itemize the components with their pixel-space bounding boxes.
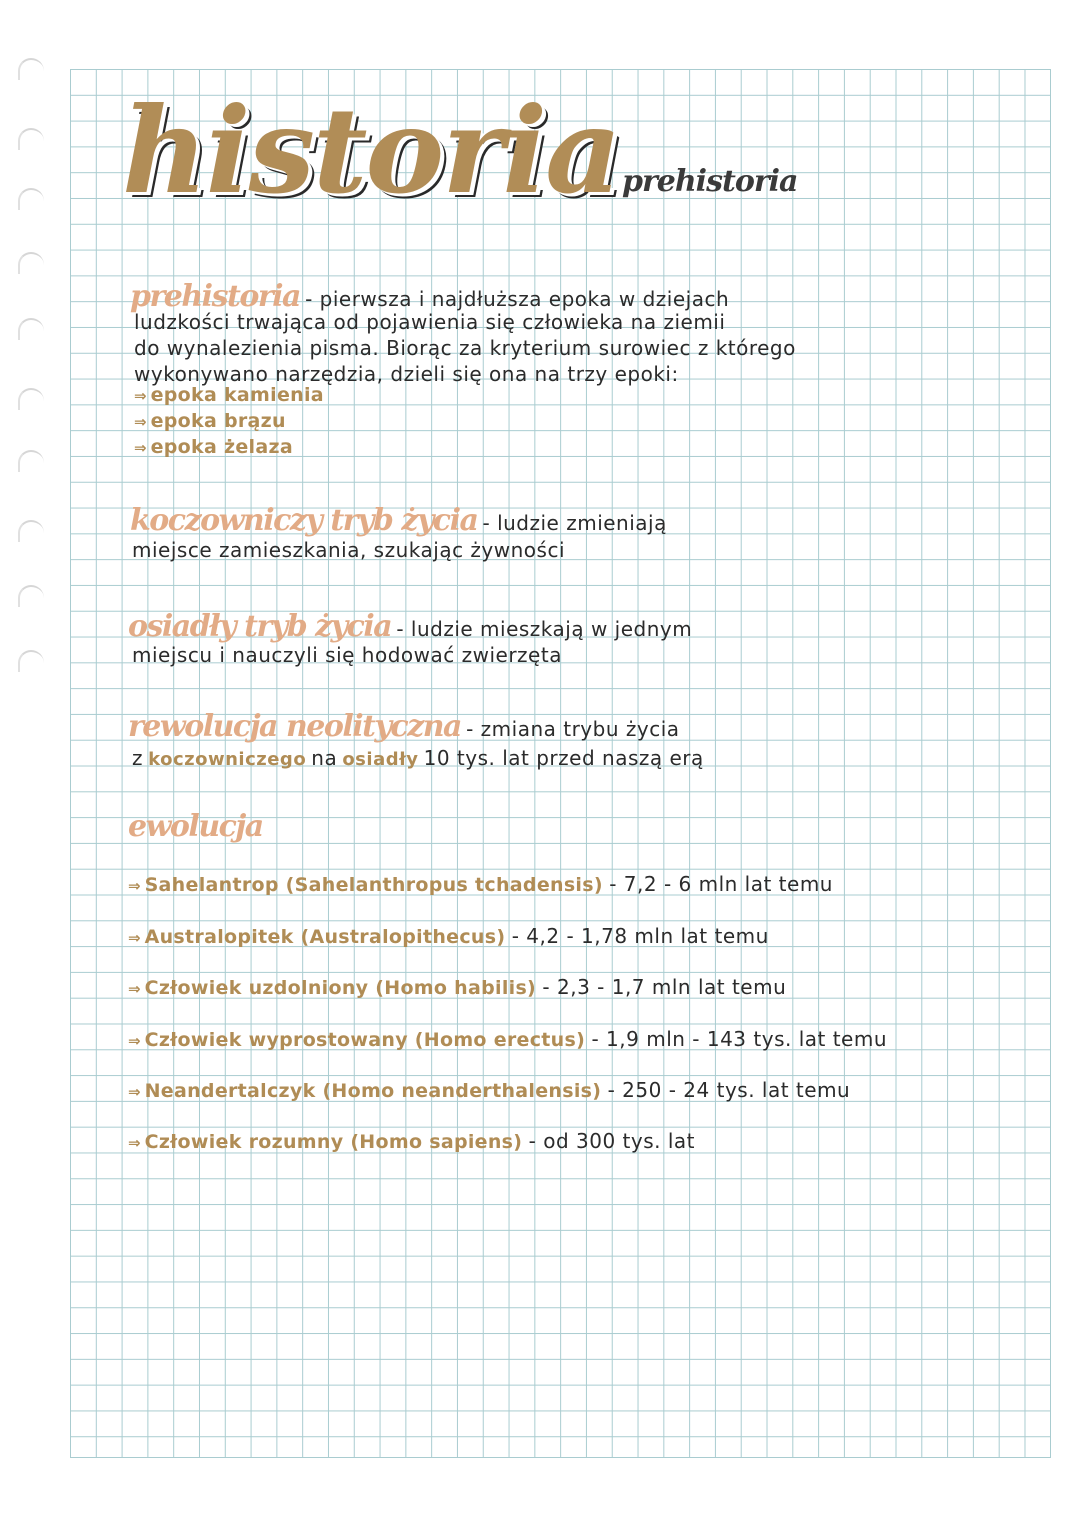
highlight-osiadly: osiadły bbox=[342, 749, 419, 770]
binder-hole bbox=[18, 188, 44, 210]
definition-text: - ludzie zmieniają bbox=[482, 511, 667, 535]
definition-text: - zmiana trybu życia bbox=[466, 717, 680, 741]
binder-hole bbox=[18, 520, 44, 542]
term-rewolucja: rewolucja neolityczna bbox=[128, 709, 461, 744]
rewolucja-line-2: z koczowniczego na osiadły 10 tys. lat przed naszą erą bbox=[132, 746, 704, 770]
rewolucja-line-1 bbox=[128, 709, 680, 744]
binder-hole bbox=[18, 318, 44, 340]
arrow-icon: ⇒ bbox=[128, 1083, 141, 1101]
arrow-icon: ⇒ bbox=[134, 439, 147, 457]
epoch-item: ⇒ epoka kamienia bbox=[134, 384, 324, 406]
arrow-icon: ⇒ bbox=[128, 980, 141, 998]
highlight-koczowniczego: koczowniczego bbox=[148, 749, 307, 770]
definition-text: do wynalezienia pisma. Biorąc za kryterium surowiec z którego bbox=[134, 336, 796, 360]
evolution-item: ⇒ Człowiek rozumny (Homo sapiens) - od 300 tys. lat bbox=[128, 1129, 696, 1153]
prehistoria-line-1 bbox=[130, 279, 730, 314]
evolution-item: ⇒ Sahelantrop (Sahelanthropus tchadensis) - 7,2 - 6 mln lat temu bbox=[128, 872, 833, 896]
term-osiadly: osiadły tryb życia bbox=[128, 609, 392, 644]
arrow-icon: ⇒ bbox=[128, 1134, 141, 1152]
epoch-item: ⇒ epoka żelaza bbox=[134, 436, 293, 458]
arrow-icon: ⇒ bbox=[128, 929, 141, 947]
definition-text: - pierwsza i najdłuższa epoka w dziejach bbox=[305, 287, 730, 311]
epoch-item: ⇒ epoka brązu bbox=[134, 410, 286, 432]
arrow-icon: ⇒ bbox=[128, 877, 141, 895]
binder-hole bbox=[18, 128, 44, 150]
definition-text: miejsce zamieszkania, szukając żywności bbox=[132, 538, 566, 562]
arrow-icon: ⇒ bbox=[134, 387, 147, 405]
arrow-icon: ⇒ bbox=[134, 413, 147, 431]
definition-text: miejscu i nauczyli się hodować zwierzęta bbox=[132, 643, 562, 667]
definition-text: wykonywano narzędzia, dzieli się ona na trzy epoki: bbox=[134, 362, 679, 386]
binder-hole bbox=[18, 58, 44, 80]
osiadly-line-1 bbox=[128, 609, 693, 644]
binder-hole bbox=[18, 252, 44, 274]
koczowniczy-line-1 bbox=[130, 503, 667, 538]
binder-hole bbox=[18, 650, 44, 672]
arrow-icon: ⇒ bbox=[128, 1032, 141, 1050]
page-title: historia bbox=[122, 81, 620, 220]
binder-hole bbox=[18, 388, 44, 410]
definition-text: ludzkości trwająca od pojawienia się człowieka na ziemii bbox=[134, 310, 726, 334]
evolution-item: ⇒ Człowiek uzdolniony (Homo habilis) - 2,3 - 1,7 mln lat temu bbox=[128, 975, 787, 999]
evolution-item: ⇒ Australopitek (Australopithecus) - 4,2 - 1,78 mln lat temu bbox=[128, 924, 769, 948]
term-ewolucja: ewolucja bbox=[128, 809, 263, 844]
page-subtitle: prehistoria bbox=[622, 164, 798, 199]
definition-text: - ludzie mieszkają w jednym bbox=[396, 617, 693, 641]
evolution-item: ⇒ Człowiek wyprostowany (Homo erectus) - 1,9 mln - 143 tys. lat temu bbox=[128, 1027, 888, 1051]
term-prehistoria: prehistoria bbox=[130, 279, 300, 314]
evolution-item: ⇒ Neandertalczyk (Homo neanderthalensis) - 250 - 24 tys. lat temu bbox=[128, 1078, 851, 1102]
term-koczowniczy: koczowniczy tryb życia bbox=[130, 503, 478, 538]
binder-hole bbox=[18, 450, 44, 472]
binder-hole bbox=[18, 585, 44, 607]
